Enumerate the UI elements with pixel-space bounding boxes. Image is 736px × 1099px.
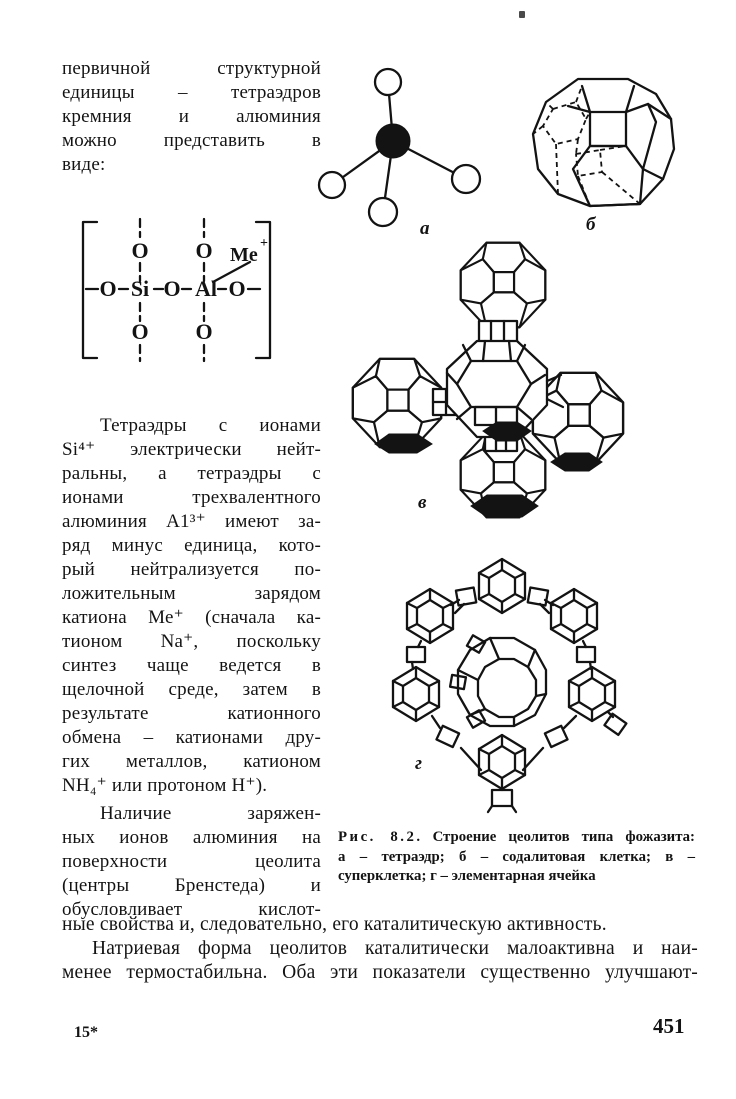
framework-links: [412, 600, 613, 812]
text-line: катиона Ме⁺ (сначала ка-: [62, 607, 321, 628]
text-line: Тетраэдры с ионами: [100, 415, 321, 436]
text-line: NH₄⁺ или протоном Н⁺).: [62, 775, 268, 796]
text-line: ральны, а тетраэдры с: [62, 463, 321, 484]
formula-atom-al: Al: [195, 276, 217, 301]
text-line: гих металлов, катионом: [62, 751, 321, 772]
formula-atom-o: O: [99, 276, 117, 301]
text-line: Наличие заряжен-: [100, 803, 321, 824]
text-line: результате катионного: [62, 703, 321, 724]
figure-v-label: в: [418, 492, 427, 513]
caption-line: а – тетраэдр; б – содалитовая клетка; в –: [338, 848, 695, 865]
text-line: можно представить в: [62, 130, 321, 151]
text-line: Натриевая форма цеолитов каталитически малоактивна и наи-: [92, 938, 698, 959]
text-line: виде:: [62, 154, 106, 175]
text-line: поверхности цеолита: [62, 851, 321, 872]
hex-window: [393, 667, 439, 721]
text-line: ложительным зарядом: [62, 583, 321, 604]
formula-plus-charge: +: [260, 236, 268, 251]
central-twelve-ring: [450, 635, 546, 727]
text-line: тионом Na⁺, поскольку: [62, 631, 321, 652]
text-line: единицы – тетраэдров: [62, 82, 321, 103]
formula-atom-o: O: [131, 238, 149, 263]
text-line: щелочной среде, затем в: [62, 679, 321, 700]
oxygen-atom: [319, 172, 345, 198]
hex-window: [479, 735, 525, 789]
figure-b-label: б: [586, 214, 596, 235]
text-line: Si⁴⁺ электрически нейт-: [62, 439, 321, 460]
paragraph-tetrahedra: [62, 414, 321, 798]
silicon-atom: [376, 124, 410, 158]
figure-b-sodalite-cage: [528, 74, 678, 219]
text-line: первичной структурной: [62, 58, 321, 79]
formula-atom-si: Si: [130, 276, 150, 301]
formula-atom-o: O: [131, 319, 149, 344]
text-line: ионами трехвалентного: [62, 487, 321, 508]
hex-window: [551, 589, 597, 643]
text-line: обмена – катионами дру-: [62, 727, 321, 748]
paragraph-bronsted: [62, 802, 321, 922]
paragraph-bottom: [62, 913, 698, 985]
figure-a-tetrahedron: [315, 60, 485, 240]
text-line: ряд минус единица, кото-: [62, 535, 321, 556]
signature-mark: 15*: [74, 1024, 98, 1041]
hex-window: [407, 589, 453, 643]
text-line: ные свойства и, следовательно, его каталитическую активность.: [62, 914, 607, 935]
caption-title: Строение цеолитов типа фожазита:: [432, 829, 695, 845]
figure-caption: [338, 828, 695, 887]
text-line: менее термостабильна. Оба эти показатели существенно улучшают-: [62, 962, 698, 983]
formula-cation-me: Me: [230, 244, 258, 266]
formula-atom-o: O: [195, 238, 213, 263]
paragraph-intro: [62, 57, 321, 177]
oxygen-atom: [375, 69, 401, 95]
figure-a-label: а: [420, 218, 430, 239]
text-line: синтез чаще ведется в: [62, 655, 321, 676]
caption-line: суперклетка; г – элементарная ячейка: [338, 868, 596, 884]
text-line: (центры Бренстеда) и: [62, 875, 321, 896]
oxygen-atom: [452, 165, 480, 193]
text-line: рый нейтрализуется по-: [62, 559, 321, 580]
figure-g-label: г: [415, 753, 423, 774]
formula-atom-o: O: [228, 276, 246, 301]
caption-line: [338, 828, 695, 848]
oxygen-atom: [369, 198, 397, 226]
text-line: обусловливает кислот-: [62, 899, 321, 920]
text-line: кремния и алюминия: [62, 106, 321, 127]
figure-v-supercage: [345, 243, 645, 528]
text-line: ных ионов алюминия на: [62, 827, 321, 848]
caption-figure-number: Рис. 8.2.: [338, 829, 423, 845]
sodalite-cage-top: [461, 243, 546, 328]
formula-atom-o: O: [195, 319, 213, 344]
text-line: алюминия А1³⁺ имеют за-: [62, 511, 321, 532]
hex-window: [479, 559, 525, 613]
formula-atom-o: O: [163, 276, 181, 301]
print-speck: [519, 11, 525, 18]
chem-formula-figure: [62, 205, 292, 375]
page-number: 451: [653, 1014, 685, 1038]
